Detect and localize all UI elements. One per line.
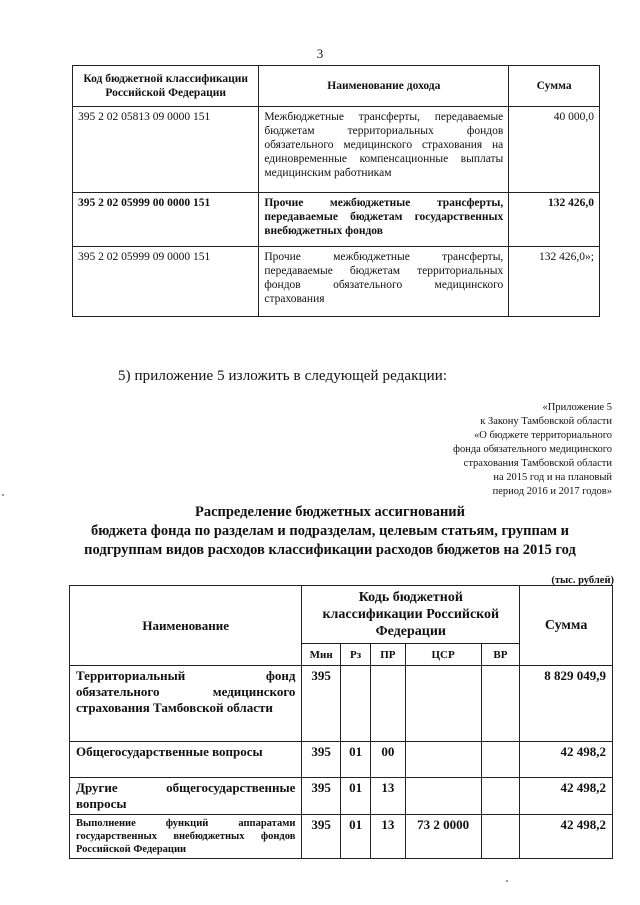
header-csr: ЦСР: [405, 644, 481, 666]
heading-line: подгруппам видов расходов классификации расходов бюджетов на 2015 год: [84, 542, 576, 558]
instruction-paragraph: 5) приложение 5 изложить в следующей редакции:: [118, 368, 448, 384]
table-row: [70, 778, 613, 815]
appendix-line: на 2015 год и на плановый: [493, 472, 612, 483]
row-min: 395: [302, 778, 341, 815]
units-label: (тыс. рублей): [551, 575, 614, 586]
header-sum: Сумма: [520, 586, 613, 666]
row-min: 395: [302, 666, 341, 742]
row-rz: 01: [340, 742, 370, 778]
table-row: [73, 247, 600, 317]
scan-speck: [506, 880, 508, 882]
header-min: Мин: [302, 644, 341, 666]
appendix-line: «О бюджете территориального: [474, 430, 612, 441]
header-pr: ПР: [371, 644, 405, 666]
row-name: Общегосударственные вопросы: [70, 742, 302, 778]
row-min: 395: [302, 742, 341, 778]
row-sum: 42 498,2: [520, 778, 613, 815]
header-codes: Кодь бюджетной классификации Российской Федерации: [302, 586, 520, 644]
row-pr: [371, 666, 405, 742]
row-min: 395: [302, 815, 341, 859]
heading-line: бюджета фонда по разделам и подразделам, целевым статьям, группам и: [91, 523, 569, 539]
row-pr: 13: [371, 778, 405, 815]
appendix-line: страхования Тамбовской области: [463, 458, 612, 469]
row-sum: 8 829 049,9: [520, 666, 613, 742]
row-pr: 13: [371, 815, 405, 859]
row-name: Территориальный фонд обязательного медицинского страхования Тамбовской области: [70, 666, 302, 742]
header-rz: Рз: [340, 644, 370, 666]
row-name: Выполнение функций аппаратами государственных внебюджетных фондов Российской Федерации: [70, 815, 302, 859]
income-table: [72, 65, 600, 317]
row-csr: [405, 666, 481, 742]
header-sum: Сумма: [509, 66, 600, 107]
appendix-line: фонда обязательного медицинского: [453, 444, 612, 455]
appendix-line: период 2016 и 2017 годов»: [492, 486, 612, 497]
table-row: [70, 666, 613, 742]
row-vr: [481, 778, 520, 815]
name-cell: Прочие межбюджетные трансферты, передаваемые бюджетам государственных внебюджетных фондов: [259, 193, 509, 247]
row-rz: [340, 666, 370, 742]
name-cell: Прочие межбюджетные трансферты, передаваемые бюджетам территориальных фондов обязательного медицинского страхования: [259, 247, 509, 317]
appendix-line: «Приложение 5: [542, 402, 612, 413]
expense-header-top: [70, 586, 613, 644]
header-name: Наименование: [70, 586, 302, 666]
table-row: [73, 193, 600, 247]
table-row: [70, 742, 613, 778]
header-code: Код бюджетной классификации Российской Федерации: [73, 66, 259, 107]
code-cell: 395 2 02 05999 00 0000 151: [73, 193, 259, 247]
row-sum: 42 498,2: [520, 742, 613, 778]
income-table-header: [73, 66, 600, 107]
code-cell: 395 2 02 05999 09 0000 151: [73, 247, 259, 317]
row-csr: 73 2 0000: [405, 815, 481, 859]
heading-line: Распределение бюджетных ассигнований: [194, 504, 466, 520]
header-vr: ВР: [481, 644, 520, 666]
row-csr: [405, 778, 481, 815]
name-cell: Межбюджетные трансферты, передаваемые бюджетам территориальных фондов обязательного медицинского страхования на единовременные компенсационные выплаты медицинским работникам: [259, 107, 509, 193]
page-number: 3: [316, 46, 324, 61]
sum-cell: 40 000,0: [509, 107, 600, 193]
appendix-line: к Закону Тамбовской области: [480, 416, 612, 427]
table-row: [73, 107, 600, 193]
sum-cell: 132 426,0»;: [509, 247, 600, 317]
scan-speck: [2, 494, 4, 496]
row-pr: 00: [371, 742, 405, 778]
row-name: Другие общегосударственные вопросы: [70, 778, 302, 815]
section-heading: [30, 503, 630, 560]
header-name: Наименование дохода: [259, 66, 509, 107]
row-vr: [481, 815, 520, 859]
row-vr: [481, 666, 520, 742]
table-row: [70, 815, 613, 859]
row-vr: [481, 742, 520, 778]
code-cell: 395 2 02 05813 09 0000 151: [73, 107, 259, 193]
row-rz: 01: [340, 815, 370, 859]
row-sum: 42 498,2: [520, 815, 613, 859]
row-csr: [405, 742, 481, 778]
appendix-note: [412, 401, 612, 499]
expense-table: [69, 585, 613, 859]
sum-cell: 132 426,0: [509, 193, 600, 247]
row-rz: 01: [340, 778, 370, 815]
